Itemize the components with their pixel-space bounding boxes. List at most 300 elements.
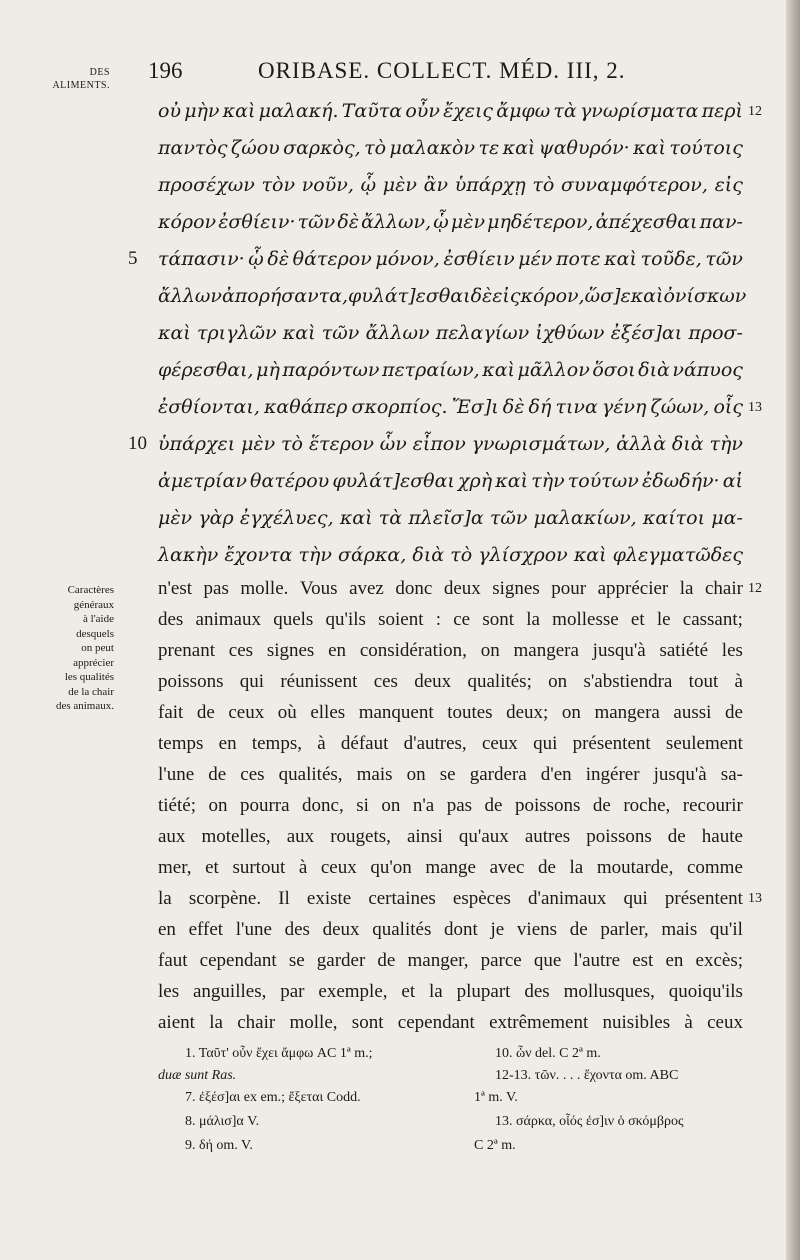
word: d'animaux [528,888,607,909]
greek-line [158,211,743,247]
word: de [569,919,588,940]
word: apprécier [597,578,669,599]
word: οἷς [713,396,743,418]
word: καὶ [502,137,536,159]
word: ὑπάρχῃ [454,174,526,196]
word: κόρον, [520,285,585,307]
word: ὧν [379,433,407,455]
word: extrêmement [489,1012,589,1033]
word: mangera [594,702,660,723]
word: à [684,1012,693,1033]
word: ces [240,764,265,785]
word: μηδέτερον, [487,211,594,233]
word: l'une [235,919,272,940]
word: ἄλλων [365,322,430,344]
word: existe [306,888,352,909]
word: qu'ils [325,609,366,630]
word: μὲν [158,507,193,529]
word: où [277,702,297,723]
word: aussi [673,702,712,723]
word: ἔχεις [443,100,494,122]
footnote-right: 10. ὧν del. C 2ª m. [495,1046,601,1061]
word: διὰ [671,433,704,455]
word: seulement [665,733,743,754]
french-line [158,640,743,671]
word: μὲν [241,433,276,455]
footnote-left: 8. μάλισ]α V. [185,1114,260,1129]
word: τὸ [450,544,473,566]
word: de [208,764,227,785]
margin-note-line: généraux [73,598,114,611]
word: faut [158,950,188,971]
word: d'autres, [403,733,467,754]
word: nuisibles [602,1012,671,1033]
word: φλεγματῶδες [612,544,743,566]
word: deux; [506,702,549,723]
word: Vous [299,578,338,599]
word: σαρκὸς, [283,137,361,159]
word: φέρεσθαι, [158,359,254,381]
word: tiété; [158,795,196,816]
word: τοῦδε, [640,248,702,270]
greek-line [158,174,743,210]
word: φυλάτ]εσθαι [332,470,455,492]
word: signes [492,578,540,599]
word: on [208,795,228,816]
word: γνωρίσματα [579,100,699,122]
word: considération, [359,640,467,661]
word: à [298,857,308,878]
word: anguilles, [193,981,267,1002]
word: temps [158,733,204,754]
word: de [484,795,503,816]
margin-note-line: desquels [76,627,114,640]
footnote-left: 1. Ταῦτ' οὖν ἔχει ἄμφω AC 1ª m.; [185,1046,373,1061]
margin-note-line: les qualités [64,671,114,683]
word: je [490,919,505,940]
word: haute [701,826,743,847]
word: ζώου [230,137,280,159]
word: cependant [199,950,277,971]
french-line [158,764,743,795]
word: μα- [711,507,743,529]
word: l'autre [573,950,621,971]
word: molle. [240,578,289,599]
word: ἐσθίειν· [218,211,296,233]
french-line [158,795,743,826]
word: καὶ [630,285,664,307]
word: παν- [699,211,743,233]
word: παρόντων [282,359,380,381]
word: τὴν [298,544,332,566]
word: sont [351,1012,384,1033]
word: σκορπίος. [351,396,448,418]
word: νοῦν, [301,174,354,196]
word: ὑπάρχει [158,433,236,455]
word: poissons [514,795,581,816]
word: exemple, [318,981,388,1002]
word: οὖν [405,100,440,122]
word: réunissent [280,671,358,692]
word: προσέχων [158,174,255,196]
word: συναμφότερον, [561,174,708,196]
word: μᾶλλον [517,359,590,381]
word: ἐσθίονται, [158,396,260,418]
word: mollesse [552,609,619,630]
word: τὴν [531,470,565,492]
word: n'a [412,795,435,816]
word: τῶν [321,322,360,344]
paragraph-number: 12 [748,104,762,119]
word: πελαγίων [435,322,530,344]
greek-line [158,137,743,173]
word: en [328,640,347,661]
word: οὐ [158,100,181,122]
greek-line [158,100,743,136]
word: μαλακίων, [533,507,637,529]
word: qualités [372,919,432,940]
word: de [667,826,686,847]
word: mais [356,764,393,785]
word: ὅσοι [592,359,636,381]
word: quels [273,609,314,630]
word: τούτοις [669,137,743,159]
word: κόρον [158,211,217,233]
word: chair [704,578,743,599]
word: σάρκα, [338,544,407,566]
word: la [429,981,443,1002]
word: pas [203,578,229,599]
word: χρὴ [458,470,493,492]
word: est [632,950,654,971]
header-side-line-2: ALIMENTS. [52,80,110,91]
word: manquent [358,702,434,723]
word: καὶ [604,248,637,270]
margin-note-line: à l'aide [83,613,114,625]
word: ἂν [423,174,448,196]
word: défaut [340,733,389,754]
word: aient [158,1012,195,1033]
word: deux [414,671,452,692]
word: μαλακή. [258,100,339,122]
word: cependant [397,1012,475,1033]
word: γὰρ [198,507,234,529]
word: avez [349,578,384,599]
word: καὶ [158,322,191,344]
paragraph-number: 12 [748,581,762,596]
french-line [158,733,743,764]
word: διὰ [412,544,445,566]
word: pas [446,795,473,816]
word: pourra [239,795,290,816]
word: Ταῦτα [341,100,403,122]
word: et [630,609,645,630]
word: νάπυος [672,359,743,381]
word: ces [373,671,398,692]
margin-note-line: des animaux. [55,700,114,712]
word: τῶν [489,507,528,529]
word: roche, [623,795,671,816]
word: sont [482,609,515,630]
french-line [158,1012,743,1043]
word: excès; [695,950,743,971]
greek-line [158,396,743,432]
word: προσ- [688,322,743,344]
word: des [284,919,310,940]
word: τούτων [567,470,639,492]
word: signes [266,640,315,661]
word: Il [278,888,290,909]
word: ᾧ [360,174,377,196]
word: τὸν [261,174,296,196]
word: surtout [232,857,286,878]
word: παντὸς [158,137,228,159]
greek-line [158,544,743,580]
word: sa- [720,764,743,785]
word: ζώων, [650,396,710,418]
word: cassant; [682,609,743,630]
word: θατέρου [250,470,330,492]
word: le [656,609,671,630]
word: on [480,640,500,661]
word: μὴν [184,100,220,122]
greek-line [158,285,747,321]
word: τὰ [553,100,577,122]
word: τριγλῶν [196,322,277,344]
word: des [158,609,184,630]
word: καὶ [482,359,515,381]
word: deux [322,919,360,940]
margin-note-line: apprécier [73,656,114,669]
word: en [218,733,237,754]
line-number: 10 [128,433,147,454]
word: περὶ [701,100,743,122]
word: εἶπον [412,433,466,455]
word: scorpène. [188,888,262,909]
word: gardera [469,764,527,785]
word: mangera [513,640,579,661]
word: pour [551,578,587,599]
word: τὸ [532,174,555,196]
page-spine-shadow [786,0,800,1260]
word: la [679,578,694,599]
word: ceux [228,702,265,723]
word: autres [524,826,571,847]
french-line [158,609,743,640]
word: mange [425,857,476,878]
french-line [158,826,743,857]
word: τάπασιν· [158,248,245,270]
word: μὴ [256,359,280,381]
word: ὀνίσκων [663,285,747,307]
word: fait [158,702,184,723]
word: φυλάτ]εσθαι [348,285,471,307]
word: la [209,1012,223,1033]
word: δή [528,396,552,418]
word: mer, [158,857,192,878]
french-line [158,857,743,888]
word: ἄλλων, [361,211,432,233]
word: viens [516,919,558,940]
word: ces [228,640,254,661]
footnote-left: 9. δή om. V. [185,1138,253,1153]
word: molle, [289,1012,338,1033]
word: αἱ [722,470,743,492]
word: μαλακὸν [389,137,476,159]
word: ceux [320,857,357,878]
word: καὶ [633,137,666,159]
word: la [158,888,172,909]
word: motelles, [201,826,271,847]
word: ceux [481,733,518,754]
word: qui [239,671,265,692]
word: qui [623,888,648,909]
word: manger, [407,950,469,971]
word: jusqu'à [653,764,707,785]
word: on [548,671,568,692]
word: καίτοι [642,507,706,529]
word: se [288,950,305,971]
word: se [439,764,456,785]
word: de [377,950,396,971]
word: ἀμετρίαν [158,470,247,492]
word: λακὴν [158,544,219,566]
running-header [0,58,800,91]
word: satiété [659,640,709,661]
word: et [205,857,219,878]
word: par [280,981,305,1002]
greek-line [158,359,743,395]
word: espèces [452,888,511,909]
footnote-right: 1ª m. V. [474,1090,518,1105]
word: jusqu'à [592,640,646,661]
margin-note [14,583,114,714]
word: πετραίων, [381,359,480,381]
word: ἄλλων [158,285,222,307]
word: εἰς [492,285,521,307]
word: ἐδωδήν· [642,470,720,492]
greek-line [158,322,743,358]
word: animaux [195,609,261,630]
french-line [158,888,743,919]
page-number: 196 [148,58,183,83]
word: δὲ [337,211,359,233]
word: qu'il [709,919,743,940]
footnote-right: 13. σάρκα, οἷός ἐσ]ιν ὁ σκόμβρος [495,1114,684,1129]
word: l'une [158,764,195,785]
word: ψαθυρόν· [538,137,630,159]
word: parce [480,950,522,971]
word: les [158,981,180,1002]
header-side-title [30,66,110,92]
word: εἰς [714,174,743,196]
word: ἀπέχεσθαι [595,211,698,233]
margin-note-line: Caractères [67,584,114,596]
word: ὥσ]ε [584,285,631,307]
word: à [734,671,743,692]
greek-line [158,248,743,284]
word: δὲ [470,285,493,307]
footnote-right: C 2ª m. [474,1138,516,1153]
footnote-left: duæ sunt Ras. [158,1068,237,1083]
word: garder [316,950,366,971]
word: de [196,702,215,723]
word: ποτε [555,248,601,270]
word: ἔχοντα [224,544,293,566]
word: si [356,795,369,816]
french-line [158,981,743,1012]
word: καὶ [339,507,373,529]
word: τὰ [378,507,403,529]
word: à [317,733,326,754]
word: καθάπερ [263,396,348,418]
word: θάτερον [292,248,372,270]
word: ceux [707,1012,743,1033]
word: ἀλλὰ [616,433,667,455]
word: tout [688,671,719,692]
french-line [158,950,743,981]
word: comme [686,857,743,878]
word: καὶ [282,322,316,344]
greek-line [158,433,743,469]
word: on [406,764,426,785]
word: qualités; [467,671,532,692]
word: τὴν [709,433,743,455]
word: ingérer [585,764,640,785]
paragraph-number: 13 [748,400,762,415]
line-number: 5 [128,248,138,269]
word: quoiqu'ils [668,981,743,1002]
word: effet [188,919,224,940]
word: d'en [540,764,572,785]
word: aux [158,826,186,847]
word: ce [453,609,471,630]
word: τε [478,137,500,159]
word: mollusques, [563,981,655,1002]
word: des [524,981,550,1002]
word: moutarde, [596,857,674,878]
word: mais [661,919,698,940]
greek-line [158,507,743,543]
word: poissons [586,826,652,847]
margin-note-line: on peut [81,642,114,654]
word: διὰ [638,359,670,381]
word: et [401,981,416,1002]
footnote-right: 12-13. τῶν. . . . ἔχοντα om. ABC [495,1068,679,1083]
word: ἐσθίειν [443,248,515,270]
word: τὸ [364,137,387,159]
word: ἄμφω [496,100,551,122]
word: ἐγχέλυες, [239,507,334,529]
header-side-line-1: DES [89,67,110,78]
margin-note-line: de la chair [68,685,114,698]
word: ᾧ [433,211,449,233]
french-line [158,578,743,609]
word: qu'aux [458,826,509,847]
word: δὲ [267,248,290,270]
word: présentent [664,888,743,909]
word: rougets, [330,826,391,847]
word: la [569,857,584,878]
word: elles [310,702,346,723]
footnote-left: 7. ἐξέσ]αι ex em.; ἔξεται Codd. [185,1090,361,1105]
word: γλίσχρον [478,544,568,566]
word: δὲ [502,396,525,418]
word: ἐξέσ]αι [610,322,683,344]
word: qu'on [370,857,412,878]
running-title: ORIBASE. COLLECT. MÉD. III, 2. [258,58,626,83]
word: prenant [158,640,215,661]
